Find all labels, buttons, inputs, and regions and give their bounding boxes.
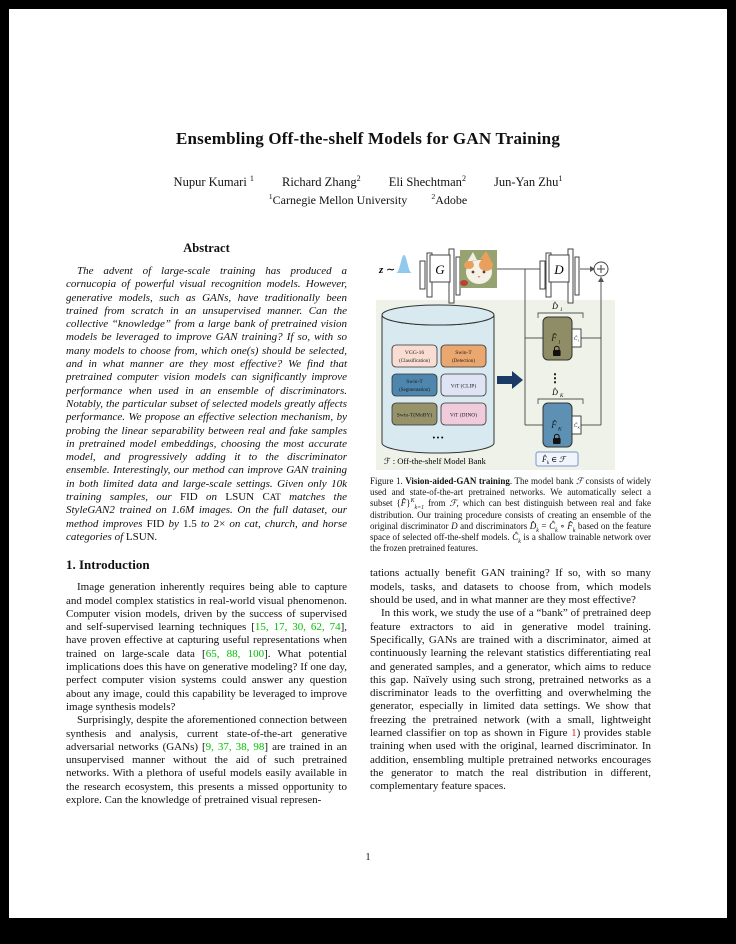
right-column (370, 240, 651, 793)
generator-label: G (435, 262, 445, 277)
bank-ellipsis: • • • (432, 434, 444, 442)
chatk-sub: K (577, 425, 580, 430)
chat1-label: Ĉ (574, 337, 578, 342)
svg-text:Swin-T: Swin-T (406, 379, 423, 385)
svg-text:(Segmentation): (Segmentation) (399, 388, 430, 393)
svg-text:VGG-16: VGG-16 (404, 350, 425, 356)
dhat1-label: D̂ (552, 302, 558, 311)
left-column (66, 239, 347, 807)
author-4: Jun-Yan Zhu$^1$ (494, 173, 563, 189)
intro-paragraph-1: Image generation inherently requires being able to capture and model complex statistics in real-world visual phenomenon. Computer vision models, driven by the success of supervised and self-supervised learning techniques [15, 17, 30, 62, 74], have proven effective at capturing useful representations when trained on large-scale data [65, 88, 100]. What potential implications does this have on generative modeling? If one day, perfect computer vision systems could answer any question about any image, could this capability be leveraged to improve image synthesis models? (66, 581, 348, 713)
figure-1-diagram (376, 240, 618, 472)
discriminator-label: D (554, 262, 564, 277)
latent-z-label: z ∼ (379, 264, 396, 276)
discriminator-ellipsis: ⋮ (549, 371, 561, 385)
gaussian-icon (396, 255, 412, 273)
svg-text:(Detection): (Detection) (452, 359, 475, 364)
author-line (9, 175, 727, 190)
fhatk-label: F̂ (551, 420, 557, 430)
dhatk-sub: K (560, 394, 564, 399)
affiliation-1: $^1$Carnegie Mellon University (268, 192, 408, 207)
fhat1-sub: 1 (558, 339, 561, 346)
affiliation-line (9, 193, 727, 208)
svg-text:Swin-T: Swin-T (455, 350, 472, 356)
dhatk-label: D̂ (552, 388, 558, 397)
body-paragraph-2: In this work, we study the use of a “bank” of pretrained deep feature extractors to aid in generative model training. Specifically, GANs are trained with a discriminator, aimed at continuously learning the relevant statistics differentiating real and generated samples, and a generator, which aims to reduce this gap. Naïvely using such strong, pretrained networks as a discriminator leads to the overfitting and overwhelming the generator, especially in limited data settings. We show that freezing the pretrained network (with a small, lightweight learned classifier on top as shown in Figure 1) provides stable training when used with the original, learned discriminator. In addition, ensembling multiple pretrained networks encourages the generator to match the real distribution in different, complementary feature spaces. (370, 607, 651, 793)
author-3: Eli Shechtman$^2$ (388, 173, 466, 189)
author-1: Nupur Kumari $^1$ (173, 173, 254, 189)
svg-text:ViT (DINO): ViT (DINO) (449, 412, 478, 419)
paper-page (9, 9, 727, 918)
abstract-heading: Abstract (183, 241, 230, 255)
fhat1-label: F̂ (551, 333, 557, 343)
body-paragraph-continuation: tations actually benefit GAN training? If so, with so many models, tasks, and datasets to choose from, which models should be used, and in what manner are they most effective? (370, 567, 651, 607)
svg-text:ViT (CLIP): ViT (CLIP) (450, 383, 477, 390)
chatk-label: Ĉ (574, 424, 578, 429)
section-heading-introduction: 1. Introduction (66, 557, 150, 573)
author-2: Richard Zhang$^2$ (281, 173, 361, 189)
arrowhead-up-to-sum (598, 277, 604, 283)
paper-title: Ensembling Off-the-shelf Models for GAN Training (175, 129, 561, 148)
figure-1-caption: Figure 1. Vision-aided-GAN training. The model bank ℱ consists of widely used and state-of-the-art pretrained networks. We automatically select a subset {F̂}$^K_{k=1}$ from ℱ, which can best distinguish between real and fake distribution. Our training procedure consists of creating an ensemble of the original discriminator D and discriminators $D̂_k$ = $Ĉ_k$ ∘ $F̂_k$ based on the feature space of selected off-the-shelf models. $Ĉ_k$ is a shallow trainable network over the frozen pretrained features. (370, 476, 652, 554)
intro-paragraph-2: Surprisingly, despite the aforementioned connection between synthesis and analysis, current state-of-the-art generative adversarial networks (GANs) [9, 37, 38, 98] are trained in an unsupervised manner without the aid of such pretrained networks. With a plethora of useful models easily available in the research ecosystem, this presents a missed opportunity to explore. Can the knowledge of pretrained visual represen- (66, 714, 347, 806)
page-number: 1 (365, 852, 371, 863)
abstract-text: The advent of large-scale training has produced a cornucopia of powerful visual recognition models. However, generative models, such as GANs, have traditionally been trained from scratch in an unsupervised manner. Can the collective “knowledge” from a large bank of pretrained vision models be leveraged to improve GAN training? If so, with so many models to choose from, which one(s) should be selected, and in what manner are they most effective? We find that pretrained computer vision models can significantly improve performance when used in an ensemble of discriminators. Notably, the particular subset of selected models greatly affects performance. We propose an effective selection mechanism, by probing the linear separability between real and fake samples in pretrained model embeddings, choosing the most accurate model, and progressively adding it to the discriminator ensemble. Interestingly, our method can improve GAN training in both limited data and large-scale settings. Given only 10k training samples, our FID on LSUN CAT matches the StyleGAN2 trained on 1.6M images. On the full dataset, our method improves FID by 1.5 to 2× on cat, church, and horse categories of LSUN. (66, 265, 347, 543)
bank-caption: ℱ : Off-the-shelf Model Bank (384, 456, 486, 466)
svg-text:Swin-T(MoBY): Swin-T(MoBY) (396, 412, 433, 419)
affiliation-2: $^2$Adobe (431, 192, 468, 207)
sum-node-icon (594, 262, 608, 276)
membership-label: $F̂_k$ ∈ ℱ (542, 455, 566, 466)
dhat1-sub: 1 (560, 308, 563, 313)
chat1-sub: 1 (577, 338, 580, 343)
generated-cat-image (460, 250, 497, 288)
svg-text:(Classification): (Classification) (399, 359, 430, 364)
right-column-body (370, 567, 651, 793)
fhatk-sub: K (558, 426, 562, 433)
